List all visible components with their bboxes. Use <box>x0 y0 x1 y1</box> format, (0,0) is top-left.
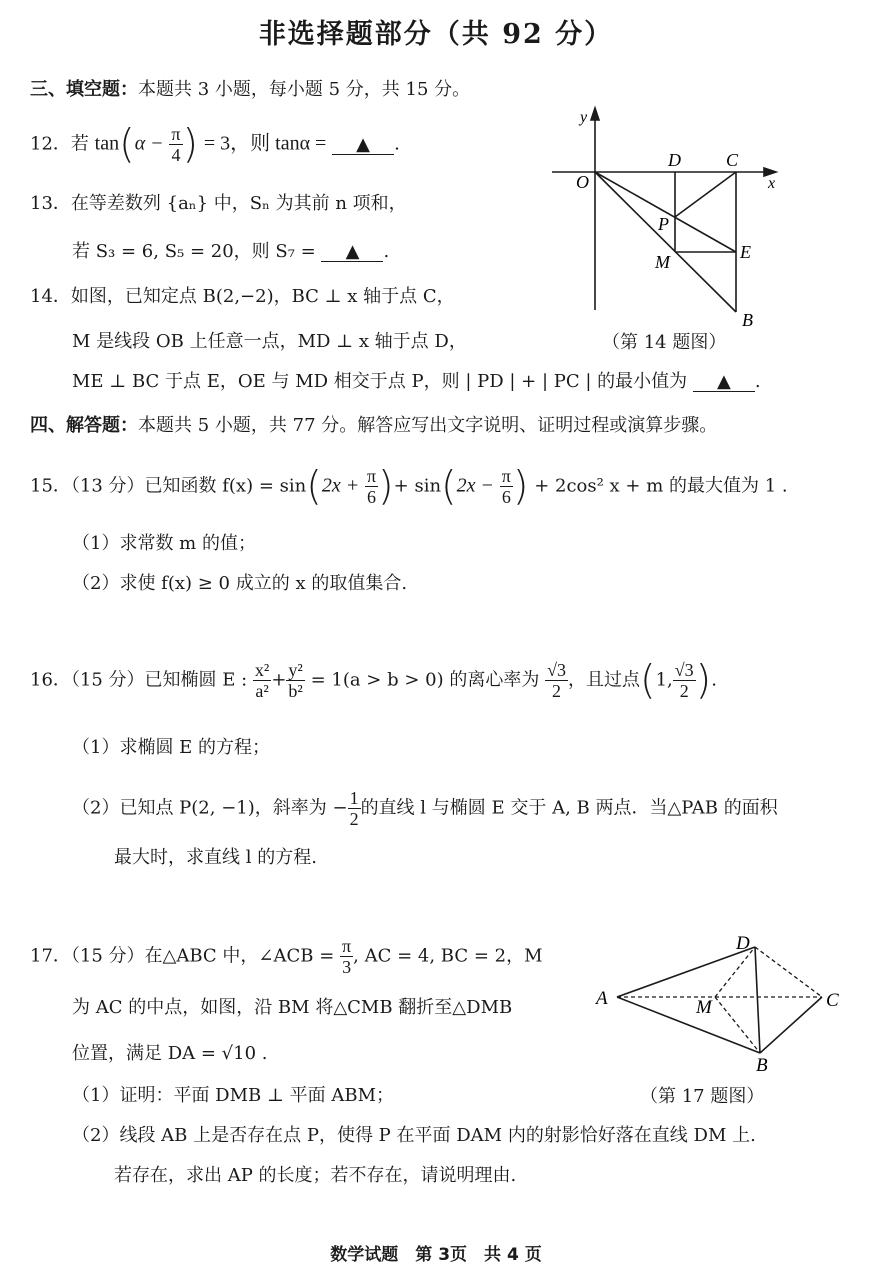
question-13-line-2 <box>72 240 389 264</box>
q12-number: 12．若 <box>30 133 95 155</box>
fig17-label-B: B <box>756 1055 768 1075</box>
edge-AB <box>617 997 760 1053</box>
q16-fraction-y: $\frac{\text{y²}}{\text{b²}}$ <box>288 660 303 701</box>
question-12 <box>30 121 400 168</box>
q15-paren-1: ( <box>306 463 322 510</box>
q17-prefix: 17．（15 分）在△ABC 中，∠ACB = <box>30 945 335 967</box>
q16-part-2-line-1 <box>72 788 778 829</box>
q12-equation: = 3，则 tanα = <box>203 132 327 155</box>
question-13-line-1: 13．在等差数列 {aₙ} 中，Sₙ 为其前 n 项和， <box>30 193 407 214</box>
page-footer: 数学试题 第 3页 共 4 页 <box>330 1245 542 1265</box>
question-14-line-1: 14．如图，已知定点 B(2,−2)，BC ⊥ x 轴于点 C， <box>30 286 455 307</box>
question-14-line-2: M 是线段 OB 上任意一点，MD ⊥ x 轴于点 D， <box>72 331 467 352</box>
q12-answer-blank: ▲ <box>332 136 394 155</box>
question-17-line-1 <box>30 936 543 977</box>
edge-BC <box>760 997 822 1053</box>
q12-tan: tan <box>94 132 120 155</box>
q16-lparen: ( <box>639 657 656 704</box>
question-17-line-3: 位置，满足 DA = √10 . <box>72 1043 268 1064</box>
q17-condition: , AC = 4, BC = 2，M <box>353 945 543 967</box>
q16-part-1: （1）求椭圆 E 的方程； <box>72 737 271 758</box>
fig17-label-C: C <box>826 990 839 1011</box>
q16-slope-fraction: $\frac{1}{2}$ <box>349 788 359 829</box>
fig14-label-D: D <box>668 150 681 170</box>
section-3-heading <box>30 78 470 102</box>
q16-end: . <box>711 669 717 691</box>
fig14-label-O: O <box>576 172 589 192</box>
edge-DB <box>755 947 760 1053</box>
figure-14 <box>540 100 800 360</box>
q16-fraction-x: $\frac{\text{x²}}{\text{a²}}$ <box>254 660 270 701</box>
fig17-label-M: M <box>696 997 712 1018</box>
section-3-label: 三、填空题： <box>30 79 138 100</box>
section-4-heading <box>30 414 717 438</box>
figure-17 <box>590 925 850 1075</box>
q16-condition: = 1(a > b > 0) 的离心率为 <box>310 669 540 691</box>
fig14-label-y: y <box>580 109 588 126</box>
q12-alpha: α − <box>134 132 164 155</box>
q15-arg1: 2x + <box>321 474 360 497</box>
q16-eccentricity: $\frac{√3}{2}$ <box>547 660 566 701</box>
q15-paren-2: ) <box>378 463 394 510</box>
q15-part-2: （2）求使 f(x) ≥ 0 成立的 x 的取值集合. <box>72 573 408 594</box>
q13-end: . <box>383 241 390 262</box>
q14-condition: ME ⊥ BC 于点 E，OE 与 MD 相交于点 P，则 | PD | + | PC | 的最小值为 <box>72 371 688 392</box>
fig17-label-A: A <box>596 988 608 1009</box>
q14-answer-blank: ▲ <box>693 373 755 392</box>
q15-arg2: 2x − <box>456 474 495 497</box>
fig14-label-x: x <box>768 175 776 192</box>
fig14-label-P: P <box>658 214 669 234</box>
q15-prefix: 15．（13 分）已知函数 f(x) = sin <box>30 475 307 497</box>
dashed-DC <box>755 947 822 997</box>
question-14-line-3 <box>72 370 761 394</box>
q15-part-1: （1）求常数 m 的值； <box>72 533 256 554</box>
q17-part-2-line-2: 若存在，求出 AP 的长度；若不存在，请说明理由. <box>114 1165 517 1186</box>
q12-fraction: $\frac{\pi}{4}$ <box>171 124 181 165</box>
q15-fraction-2: $\frac{\pi}{6}$ <box>501 466 511 507</box>
q16-part-2-line-2: 最大时，求直线 l 的方程. <box>114 847 317 868</box>
q16-one: 1, <box>655 669 673 691</box>
segment-OB <box>595 172 736 312</box>
q13-answer-blank: ▲ <box>321 243 383 262</box>
q16-p2-b: 的直线 l 与椭圆 E 交于 A, B 两点．当△PAB 的面积 <box>360 797 778 819</box>
q16-p2-a: （2）已知点 P(2, −1)，斜率为 − <box>72 797 348 819</box>
fig17-label-D: D <box>736 933 750 954</box>
q15-tail: + 2cos² x + m 的最大值为 1 . <box>534 475 788 497</box>
section-4-desc: 本题共 5 小题，共 77 分。解答应写出文字说明、证明过程或演算步骤。 <box>138 415 718 436</box>
fig14-label-E: E <box>740 242 751 262</box>
y-axis-arrow-icon <box>591 108 599 120</box>
q13-condition: 若 S₃ = 6, S₅ = 20，则 S₇ = <box>72 241 316 262</box>
q16-prefix: 16．（15 分）已知椭圆 E : <box>30 669 248 691</box>
q15-paren-4: ) <box>512 463 529 510</box>
fig14-label-B: B <box>742 310 753 330</box>
q16-plus: + <box>271 669 287 691</box>
q17-fraction: $\frac{\pi}{3}$ <box>342 936 352 977</box>
question-16 <box>30 657 717 704</box>
q14-end: . <box>754 371 761 392</box>
q15-mid: + sin <box>393 475 442 497</box>
fig14-label-M: M <box>655 252 670 272</box>
segment-PC <box>675 172 736 217</box>
q16-point-text: ，且过点 <box>567 669 640 691</box>
figure-17-caption: （第 17 题图） <box>640 1086 765 1107</box>
q17-part-1: （1）证明：平面 DMB ⊥ 平面 ABM； <box>72 1085 395 1106</box>
section-3-desc: 本题共 3 小题，每小题 5 分，共 15 分。 <box>138 79 471 100</box>
q15-fraction-1: $\frac{\pi}{6}$ <box>366 466 377 507</box>
segment-OE <box>595 172 736 252</box>
q15-paren-3: ( <box>441 463 457 510</box>
question-15 <box>30 463 788 510</box>
q12-rparen: ) <box>182 121 199 168</box>
q12-lparen: ( <box>119 121 135 168</box>
q16-point-fraction: $\frac{√3}{2}$ <box>674 660 694 701</box>
fig14-label-C: C <box>726 150 739 170</box>
figure-14-caption: （第 14 题图） <box>602 332 727 353</box>
question-17-line-2: 为 AC 的中点，如图，沿 BM 将△CMB 翻折至△DMB <box>72 997 513 1018</box>
q16-rparen: ) <box>695 657 712 704</box>
q17-part-2-line-1: （2）线段 AB 上是否存在点 P，使得 P 在平面 DAM 内的射影恰好落在直线 DM 上. <box>72 1125 756 1146</box>
section-4-label: 四、解答题： <box>30 415 138 436</box>
q12-end: . <box>394 133 400 155</box>
page-title: 非选择题部分（共 92 分） <box>258 19 614 50</box>
